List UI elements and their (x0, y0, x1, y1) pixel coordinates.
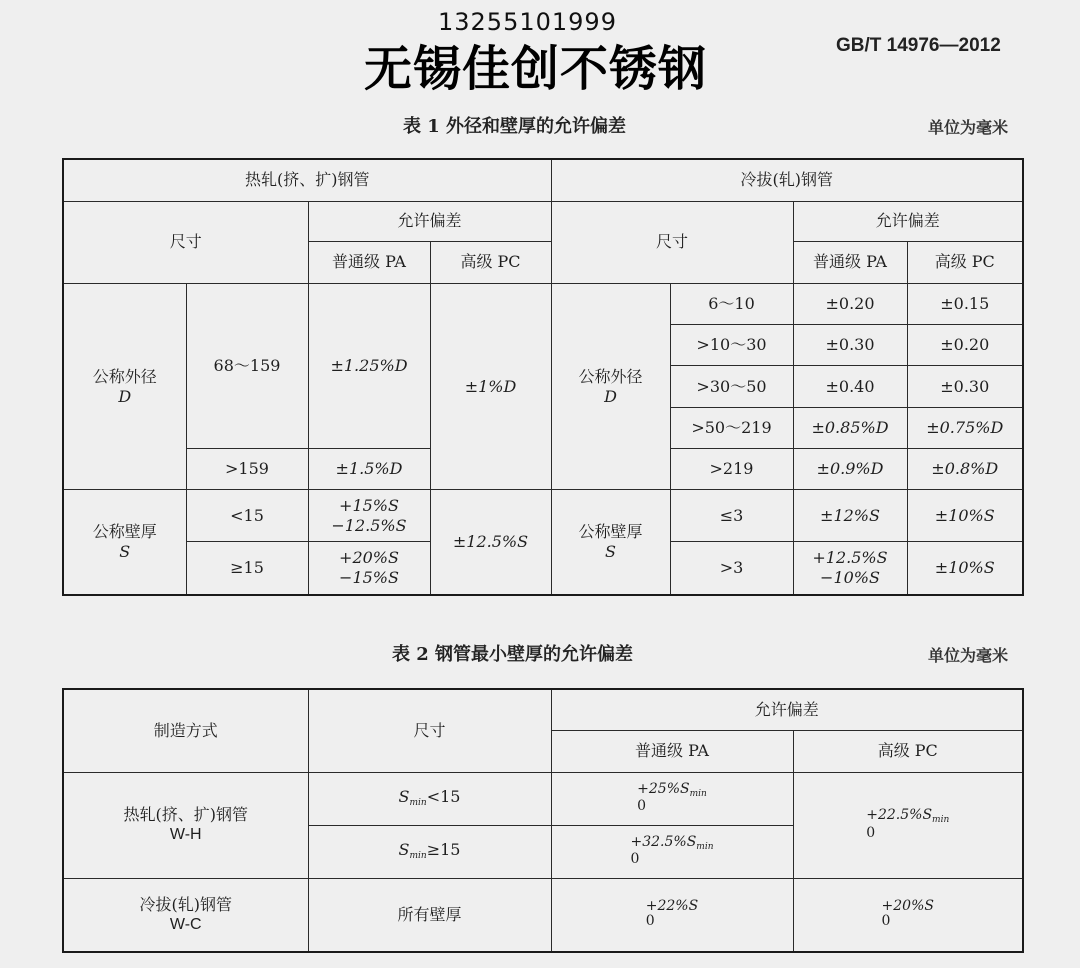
table-cell: ≤3 (670, 489, 793, 541)
tolerance-lower: 0 (637, 798, 647, 815)
tolerance-lower: −10%S (820, 568, 880, 588)
table-cell: ±0.20 (793, 284, 907, 325)
tolerance-lower: −12.5%S (331, 515, 407, 535)
method-code: W-C (169, 915, 202, 933)
hot-tolerance-header: 允许偏差 (308, 201, 551, 241)
cold-tolerance-header: 允许偏差 (793, 201, 1023, 241)
table-cell: ±0.9%D (793, 448, 907, 489)
tolerance-lower: 0 (881, 913, 891, 930)
size-symbol: S (398, 840, 410, 860)
hot-od-label (63, 284, 186, 490)
size-condition: <15 (426, 787, 461, 807)
table-cell (551, 825, 793, 878)
tolerance-header: 允许偏差 (551, 689, 1023, 730)
table-cell: ≥15 (186, 542, 308, 595)
tolerance-upper: +25%S (637, 780, 690, 797)
method-name: 冷拔(轧)钢管 (139, 894, 232, 914)
size-subscript: min (409, 798, 427, 809)
table-cell: ±10%S (907, 489, 1023, 541)
tolerance-upper: +12.5%S (812, 548, 888, 568)
size-condition: ≥15 (426, 840, 461, 860)
table-cell (308, 772, 551, 825)
size-subscript: min (409, 851, 427, 862)
tolerance-upper: +20%S (881, 898, 934, 915)
cold-method-cell (63, 878, 308, 952)
table-cell (793, 772, 1023, 878)
table2-caption: 表 2 钢管最小壁厚的允许偏差 (392, 644, 634, 665)
table-cell (793, 878, 1023, 952)
od-label-text: 公称外径 (92, 366, 157, 386)
method-header: 制造方式 (63, 689, 308, 772)
table-cell: ±0.8%D (907, 448, 1023, 489)
tolerance-upper: +22%S (645, 898, 699, 915)
tolerance-upper: +15%S (339, 495, 399, 515)
tolerance-subscript: min (696, 841, 714, 852)
od-symbol: D (118, 386, 132, 406)
wt-symbol: S (605, 541, 616, 561)
size-symbol: S (398, 787, 410, 807)
method-code: W-H (169, 826, 202, 843)
table-cell: <15 (186, 489, 308, 541)
table-cell: >30～50 (670, 366, 793, 407)
od-label-text: 公称外径 (578, 366, 643, 386)
table-cell: ±1.5%D (308, 448, 430, 489)
method-name: 热轧(挤、扩)钢管 (123, 805, 248, 824)
wt-label-text: 公称壁厚 (578, 521, 643, 541)
brand-title: 无锡佳创不锈钢 (364, 41, 708, 97)
table-cell: >219 (670, 448, 793, 489)
table1-caption: 表 1 外径和壁厚的允许偏差 (403, 116, 627, 137)
table-cell: ±0.20 (907, 325, 1023, 366)
table-cell: >10～30 (670, 325, 793, 366)
table-cell: ±0.75%D (907, 407, 1023, 448)
table-cell: ±0.85%D (793, 407, 907, 448)
table-cell: ±1.25%D (308, 284, 430, 449)
tolerance-lower: 0 (866, 824, 876, 841)
phone-number: 13255101999 (438, 8, 617, 36)
table1 (62, 158, 1024, 596)
table-cell (308, 825, 551, 878)
wt-label-text: 公称壁厚 (92, 521, 157, 541)
table-cell: >159 (186, 448, 308, 489)
tolerance-lower: −15%S (339, 568, 399, 588)
table2-unit: 单位为毫米 (928, 646, 1009, 665)
table-cell (308, 489, 430, 541)
hot-method-cell (63, 772, 308, 878)
table2 (62, 688, 1024, 953)
tolerance-subscript: min (932, 815, 950, 826)
cold-wt-label (551, 489, 670, 595)
table-cell: 6～10 (670, 284, 793, 325)
tolerance-lower: 0 (645, 913, 655, 930)
tolerance-lower: 0 (630, 851, 640, 868)
table-cell (551, 772, 793, 825)
pc-header: 高级 PC (793, 730, 1023, 772)
od-symbol: D (604, 386, 617, 406)
tolerance-subscript: min (689, 788, 707, 799)
hot-rolled-header: 热轧(挤、扩)钢管 (63, 159, 551, 201)
hot-pc-header: 高级 PC (430, 241, 551, 283)
table-cell: ±0.30 (793, 325, 907, 366)
table-cell: ±12.5%S (430, 489, 551, 595)
wt-symbol: S (119, 541, 131, 561)
table-cell (308, 542, 430, 595)
table-cell: 所有壁厚 (308, 878, 551, 952)
cold-size-header: 尺寸 (551, 201, 793, 283)
tolerance-upper: +22.5%S (866, 807, 933, 824)
table-cell: ±0.15 (907, 284, 1023, 325)
table-cell: ±0.30 (907, 366, 1023, 407)
size-header: 尺寸 (308, 689, 551, 772)
cold-drawn-header: 冷拔(轧)钢管 (551, 159, 1023, 201)
tolerance-upper: +20%S (339, 548, 399, 568)
table-cell: ±1%D (430, 284, 551, 490)
table-cell: >50～219 (670, 407, 793, 448)
table-cell: ±12%S (793, 489, 907, 541)
pa-header: 普通级 PA (551, 730, 793, 772)
table-cell: 68～159 (186, 284, 308, 449)
table-cell (551, 878, 793, 952)
table-cell (793, 542, 907, 595)
hot-wt-label (63, 489, 186, 595)
table-cell: ±10%S (907, 542, 1023, 595)
table1-unit: 单位为毫米 (928, 118, 1009, 137)
cold-od-label (551, 284, 670, 490)
table-cell: >3 (670, 542, 793, 595)
standard-number: GB/T 14976—2012 (836, 35, 1001, 56)
hot-size-header: 尺寸 (63, 201, 308, 283)
tolerance-upper: +32.5%S (630, 833, 697, 850)
cold-pa-header: 普通级 PA (793, 241, 907, 283)
table-cell: ±0.40 (793, 366, 907, 407)
cold-pc-header: 高级 PC (907, 241, 1023, 283)
hot-pa-header: 普通级 PA (308, 241, 430, 283)
